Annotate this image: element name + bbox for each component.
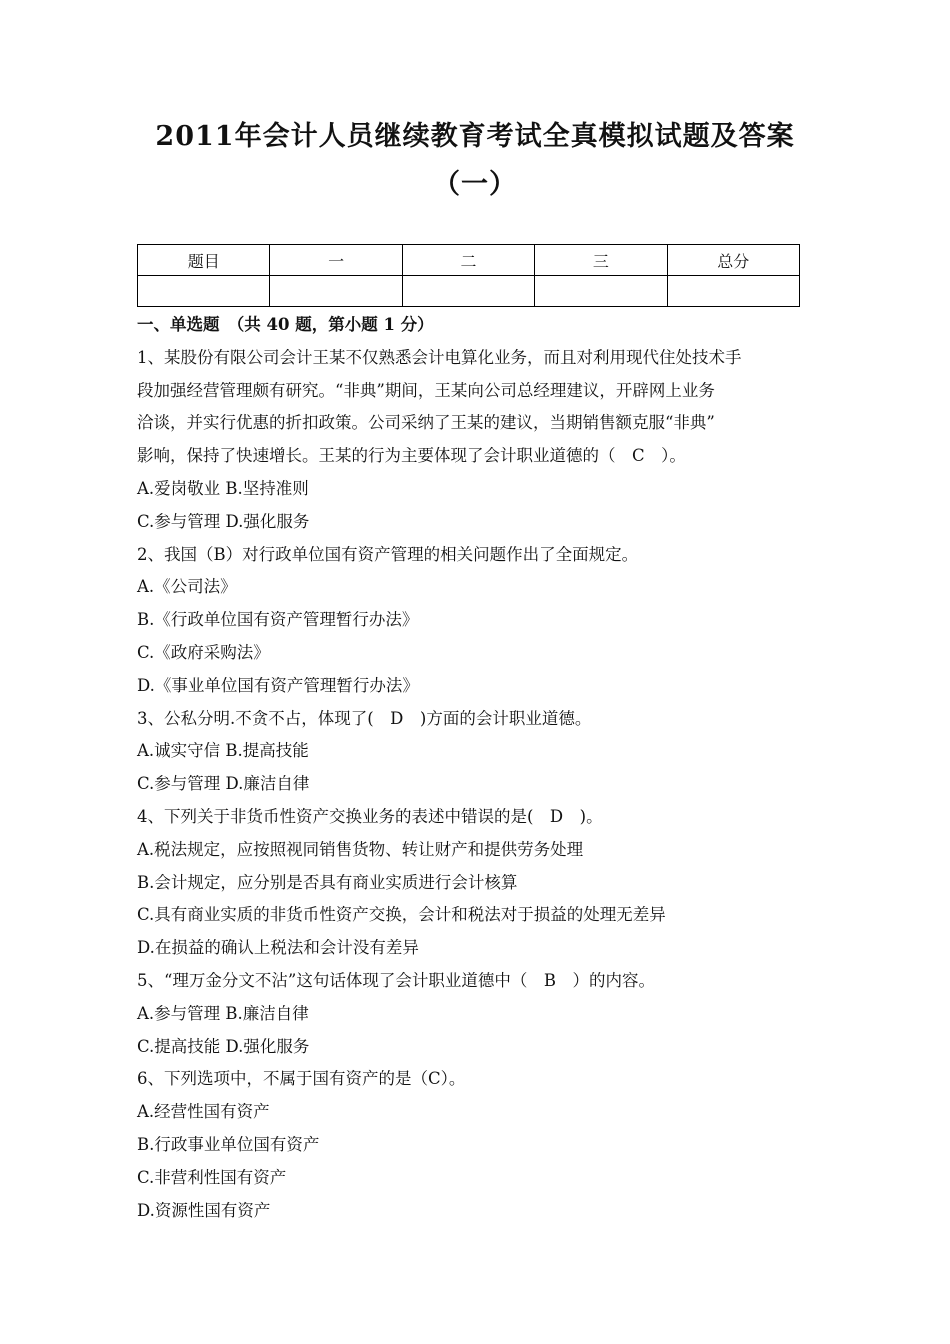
text-line: A.参与管理 B.廉洁自律: [137, 1003, 309, 1023]
score-value-cell: [667, 276, 799, 307]
document-subtitle: （一）: [433, 169, 517, 200]
text-line: 1、某股份有限公司会计王某不仅熟悉会计电算化业务，而且对利用现代住处技术手: [137, 347, 742, 367]
score-header-cell: 三: [535, 245, 667, 276]
text-line: A.诚实守信 B.提高技能: [137, 741, 309, 761]
text-line: 段加强经营管理颇有研究。“非典”期间，王某向公司总经理建议，开辟网上业务: [137, 380, 715, 400]
text-line: 洽谈，并实行优惠的折扣政策。公司采纳了王某的建议，当期销售额克服“非典”: [137, 413, 715, 433]
score-value-cell: [402, 276, 534, 307]
score-header-cell: 一: [270, 245, 402, 276]
text-line: D.《事业单位国有资产管理暂行办法》: [137, 675, 419, 695]
score-header-cell: 总分: [667, 245, 799, 276]
question-body: [137, 309, 817, 1227]
text-line: 5、“理万金分文不沾”这句话体现了会计职业道德中（ B ）的内容。: [137, 970, 655, 990]
text-line: C.非营利性国有资产: [137, 1167, 287, 1187]
text-line: C.参与管理 D.强化服务: [137, 511, 310, 531]
score-value-cell: [138, 276, 270, 307]
text-line: A.爱岗敬业 B.坚持准则: [137, 478, 309, 498]
text-line: D.资源性国有资产: [137, 1200, 271, 1220]
text-line: 3、公私分明.不贪不占，体现了( D )方面的会计职业道德。: [137, 708, 592, 728]
text-line: A.《公司法》: [137, 577, 237, 597]
document-title: 2011年会计人员继续教育考试全真模拟试题及答案: [155, 121, 795, 152]
text-line: B.行政事业单位国有资产: [137, 1134, 320, 1154]
score-value-cell: [535, 276, 667, 307]
text-line: C.提高技能 D.强化服务: [137, 1036, 310, 1056]
text-line: 4、下列关于非货币性资产交换业务的表述中错误的是( D )。: [137, 806, 603, 826]
text-line: C.具有商业实质的非货币性资产交换，会计和税法对于损益的处理无差异: [137, 905, 666, 925]
text-line: A.经营性国有资产: [137, 1102, 270, 1122]
text-line: D.在损益的确认上税法和会计没有差异: [137, 938, 419, 958]
score-table-value-row: [138, 276, 800, 307]
text-line: C.参与管理 D.廉洁自律: [137, 774, 310, 794]
text-line: B.会计规定，应分别是否具有商业实质进行会计核算: [137, 872, 518, 892]
text-line: 2、我国（B）对行政单位国有资产管理的相关问题作出了全面规定。: [137, 544, 639, 564]
text-line: 影响，保持了快速增长。王某的行为主要体现了会计职业道德的（ C ）。: [137, 446, 686, 466]
text-line: B.《行政单位国有资产管理暂行办法》: [137, 610, 419, 630]
text-line: A.税法规定，应按照视同销售货物、转让财产和提供劳务处理: [137, 839, 584, 859]
text-line: 6、下列选项中，不属于国有资产的是（C）。: [137, 1069, 466, 1089]
score-header-cell: 二: [402, 245, 534, 276]
score-header-cell: 题目: [138, 245, 270, 276]
section-heading: 一、单选题 （共 40 题，第小题 1 分）: [137, 315, 434, 334]
score-table: [137, 244, 800, 307]
text-line: C.《政府采购法》: [137, 642, 270, 662]
score-value-cell: [270, 276, 402, 307]
score-table-header-row: [138, 245, 800, 276]
